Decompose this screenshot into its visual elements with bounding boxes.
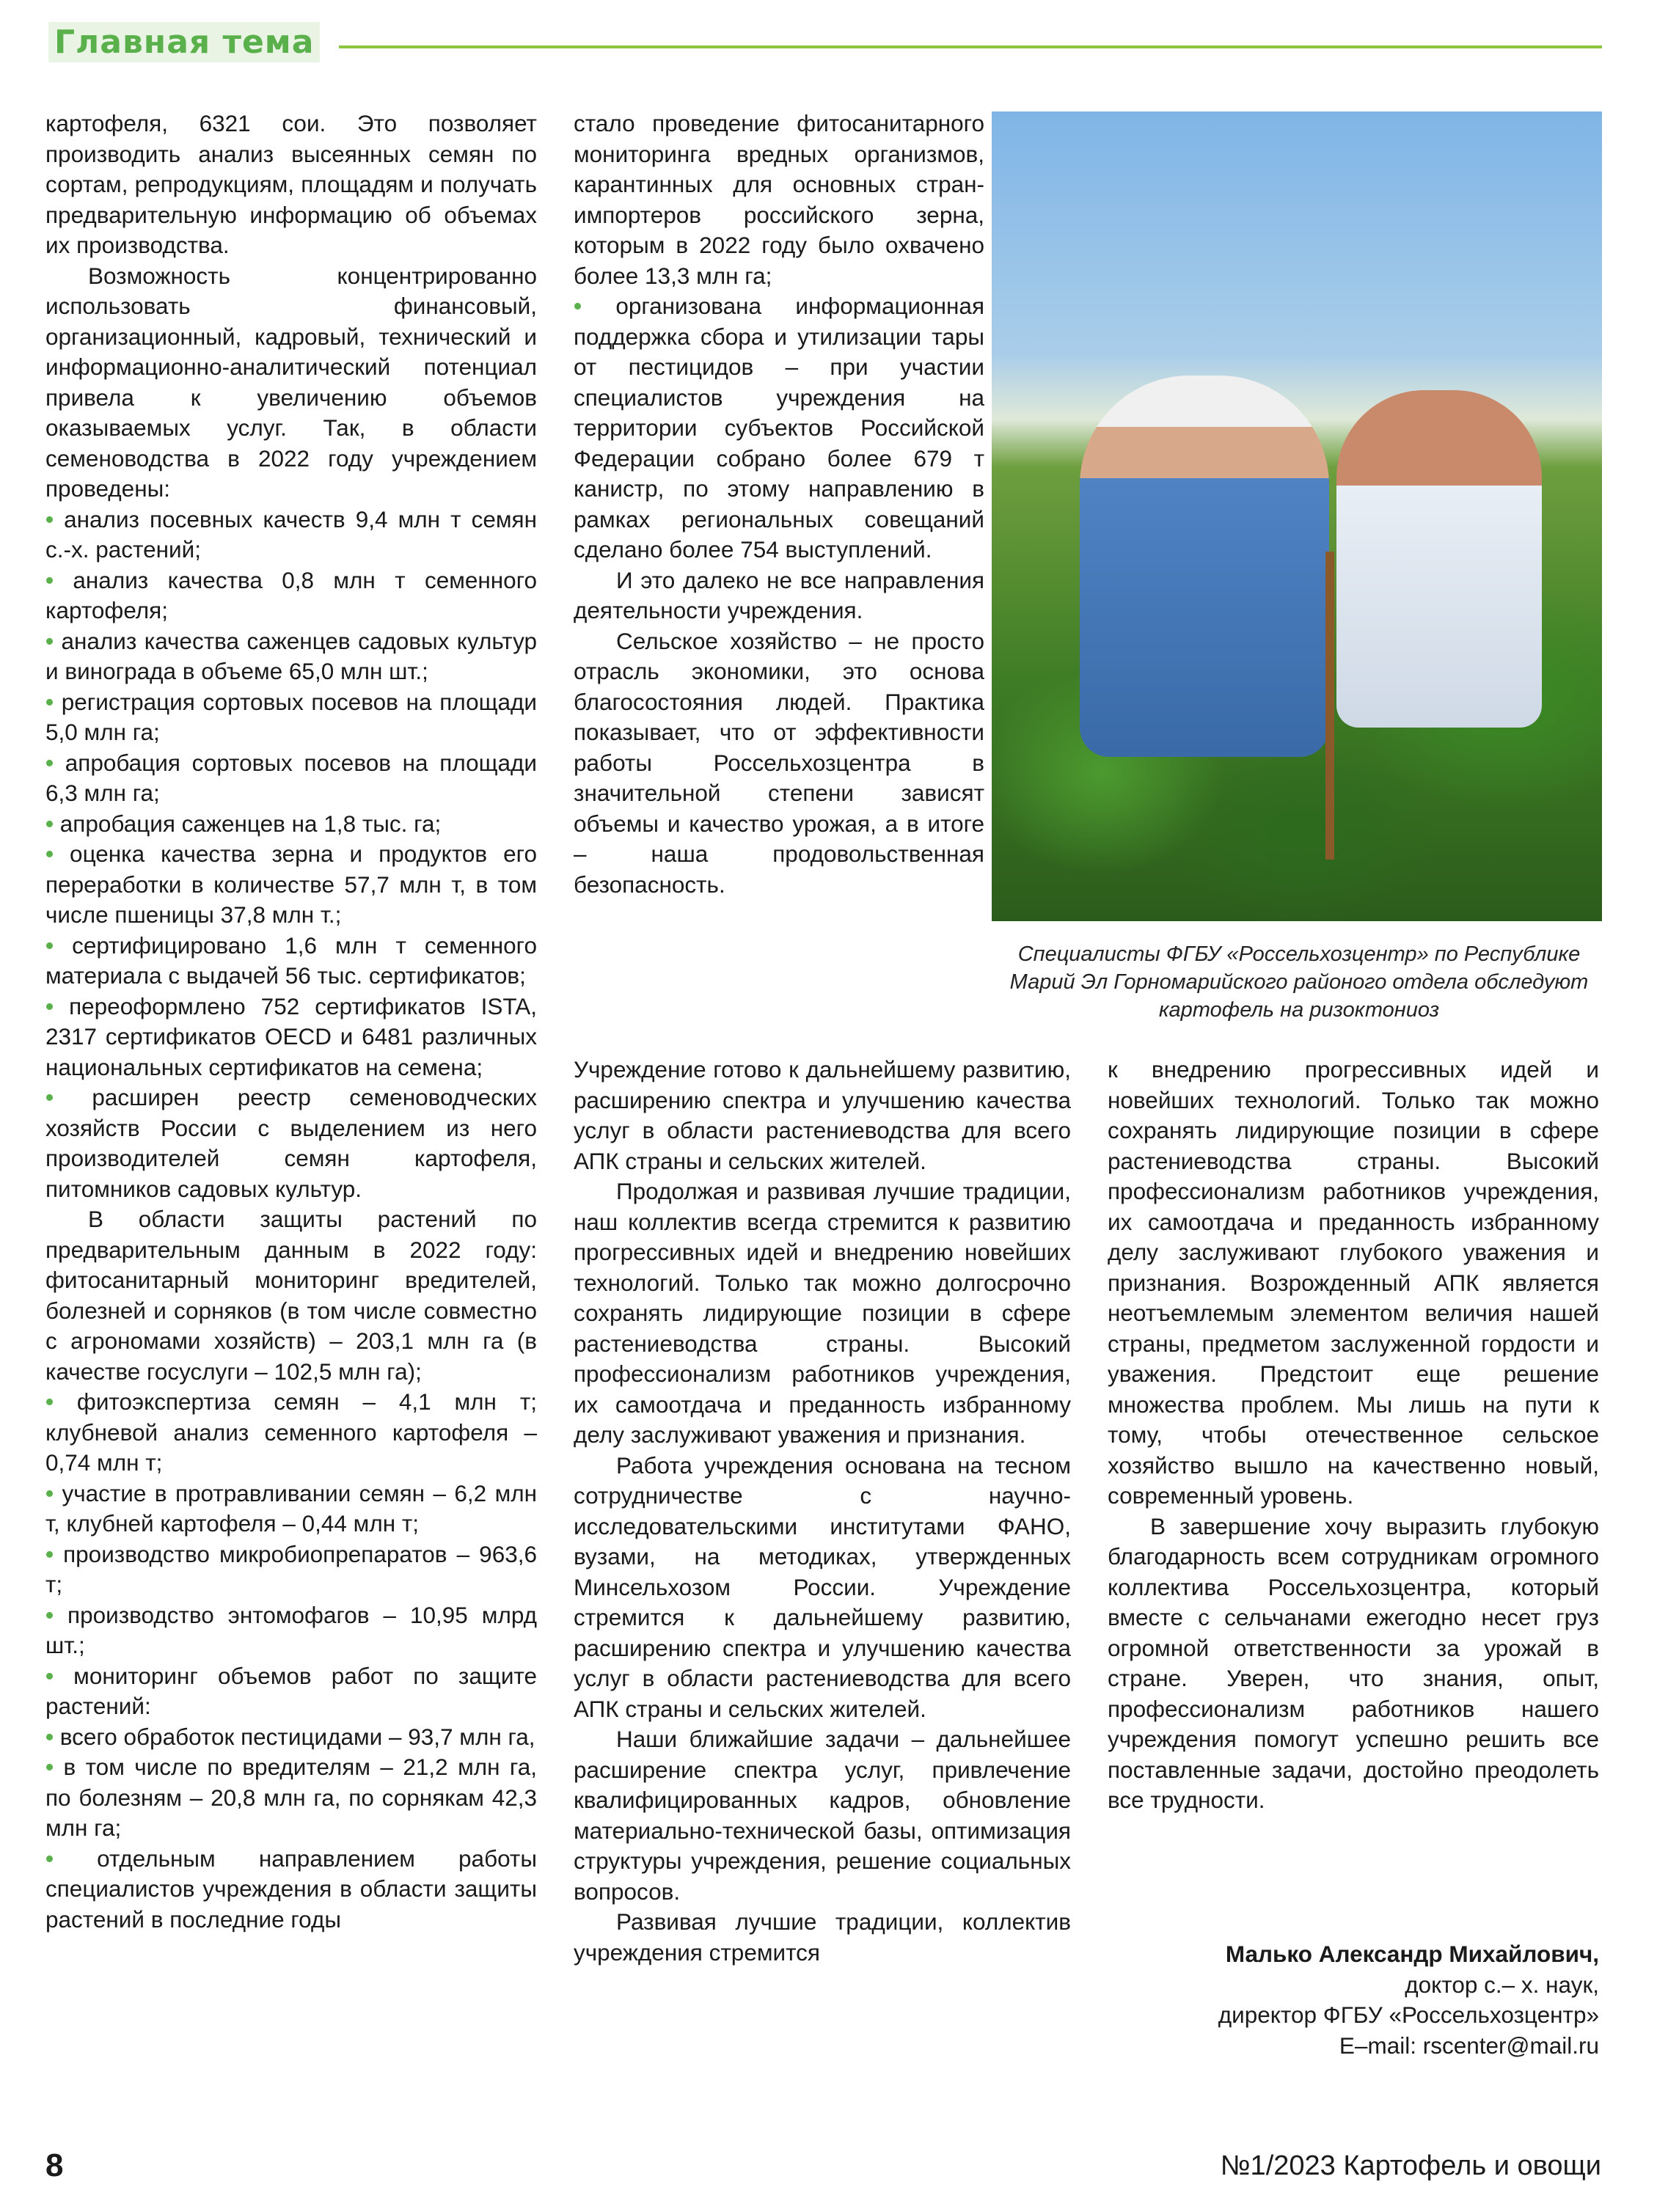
bullet-item: • производство энтомофагов – 10,95 млрд шт.; [45, 1600, 537, 1661]
paragraph: Возможность концентрированно использовать финансовый, организационный, кадровый, технический и информационно-аналитический потенциал привела к увеличению объемов оказываемых услуг. Так, в области семеноводства в 2022 году учреждением проведены: [45, 262, 537, 502]
paragraph: Развивая лучшие традиции, коллектив учреждения стремится [574, 1908, 1071, 1966]
bullet-item: • апробация саженцев на 1,8 тыс. га; [45, 809, 537, 840]
article-column-2-top [574, 109, 984, 900]
bullet-item: • сертифицировано 1,6 млн т семенного материала с выдачей 56 тыс. сертификатов; [45, 931, 537, 992]
section-title: Главная тема [48, 22, 320, 62]
bullet-item: • производство микробиопрепаратов – 963,6 т; [45, 1539, 537, 1600]
paragraph: Наши ближайшие задачи – дальнейшее расширение спектра услуг, привлечение квалифицированных кадров, обновление материально-технической базы, оптимизация структуры учреждения, решение социальных вопросов. [574, 1726, 1071, 1905]
photo-stake [1325, 552, 1334, 860]
bullet-item: • всего обработок пестицидами – 93,7 млн га, [45, 1722, 537, 1753]
paragraph: Продолжая и развивая лучшие традиции, наш коллектив всегда стремится к развитию прогрессивных идей и внедрению новейших технологий. Только так можно долгосрочно сохранять лидирующие позиции в сфере растениеводства страны. Высокий профессионализм работников учреждения, их самоотдача и преданность избранному делу заслуживают уважения и признания. [574, 1178, 1071, 1448]
bullet-item: • отдельным направлением работы специалистов учреждения в области защиты растений в последние годы [45, 1844, 537, 1936]
article-column-1 [45, 109, 537, 1935]
header-divider [339, 45, 1602, 48]
bullet-item: • организована информационная поддержка сбора и утилизации тары от пестицидов – при участии специалистов учреждения на территории субъектов Российской Федерации собрано более 679 т канистр, по этому направлению в рамках региональных совещаний сделано более 754 выступлений. [574, 291, 984, 565]
paragraph: Учреждение готово к дальнейшему развитию, расширению спектра и улучшению качества услуг в области растениеводства для всего АПК страны и сельских жителей. [574, 1056, 1071, 1174]
issue-label: №1/2023 Картофель и овощи [1220, 2150, 1601, 2181]
paragraph: Сельское хозяйство – не просто отрасль экономики, это основа благосостояния людей. Практика показывает, что от эффективности работы Россельхозцентра в значительной степени зависят объемы и качество урожая, а в итоге – наша продовольственная безопасность. [574, 627, 984, 898]
paragraph: И это далеко не все направления деятельности учреждения. [574, 566, 984, 623]
bullet-item: • оценка качества зерна и продуктов его переработки в количестве 57,7 млн т, в том числе пшеницы 37,8 млн т.; [45, 839, 537, 931]
paragraph: В завершение хочу выразить глубокую благодарность всем сотрудникам огромного коллектива Россельхозцентра, который вместе с сельчанами ежегодно несет груз огромной ответственности за урожай в стране. Уверен, что знания, опыт, профессионализм работников нашего учреждения помогут успешно решить все поставленные задачи, достойно преодолеть все трудности. [1108, 1512, 1599, 1813]
page-number: 8 [45, 2147, 64, 2183]
paragraph: Работа учреждения основана на тесном сотрудничестве с научно-исследовательскими институтами ФАНО, вузами, на методиках, утвержденных Минсельхозом России. Учреждение стремится к дальнейшему развитию, расширению спектра и улучшению качества услуг в области растениеводства для всего АПК страны и сельских жителей. [574, 1451, 1071, 1722]
article-column-3 [1108, 1055, 1599, 1816]
author-signature [1108, 1939, 1599, 2061]
bullet-item: • анализ качества саженцев садовых культур и винограда в объеме 65,0 млн шт.; [45, 626, 537, 687]
article-column-2-bottom [574, 1055, 1071, 1968]
paragraph: к внедрению прогрессивных идей и новейших технологий. Только так можно сохранять лидирующие позиции в сфере растениеводства страны. Высокий профессионализм работников учреждения, их самоотдача и преданность избранному делу заслуживают глубокого уважения и признания. Возрожденный АПК является неотъемлемым элементом величия нашей страны, предметом заслуженной гордости и уважения. Предстоит еще решение множества проблем. Мы лишь на пути к тому, чтобы отечественное сельское хозяйство вышло на качественно новый, современный уровень. [1108, 1056, 1599, 1509]
author-degree: доктор с.– х. наук, [1405, 1971, 1599, 1998]
paragraph: стало проведение фитосанитарного мониторинга вредных организмов, карантинных для основных стран-импортеров российского зерна, которым в 2022 году было охвачено более 13,3 млн га; [574, 110, 984, 289]
author-position: директор ФГБУ «Россельхозцентр» [1218, 2002, 1599, 2028]
bullet-item: • апробация сортовых посевов на площади 6,3 млн га; [45, 748, 537, 809]
bullet-item: • участие в протравливании семян – 6,2 млн т, клубней картофеля – 0,44 млн т; [45, 1479, 537, 1539]
photo-person-woman [1080, 376, 1329, 757]
bullet-item: • регистрация сортовых посевов на площади 5,0 млн га; [45, 687, 537, 748]
bullet-item: • переоформлено 752 сертификатов ISTA, 2317 сертификатов OECD и 6481 различных национальных сертификатов на семена; [45, 992, 537, 1083]
photo-caption: Специалисты ФГБУ «Россельхозцентр» по Республике Марий Эл Горномарийского районого отдела обследуют картофель на ризоктониоз [1009, 942, 1589, 1022]
bullet-item: • фитоэкспертиза семян – 4,1 млн т; клубневой анализ семенного картофеля – 0,74 млн т; [45, 1387, 537, 1479]
photo-potato-field-inspection [992, 111, 1602, 921]
bullet-item: • анализ качества 0,8 млн т семенного картофеля; [45, 565, 537, 626]
bullet-item: • расширен реестр семеноводческих хозяйств России с выделением из него производителей семян картофеля, питомников садовых культур. [45, 1083, 537, 1204]
author-email[interactable]: E–mail: rscenter@mail.ru [1339, 2032, 1599, 2059]
paragraph: В области защиты растений по предварительным данным в 2022 году: фитосанитарный мониторинг вредителей, болезней и сорняков (в том числе совместно с агрономами хозяйств) – 203,1 млн га (в качестве госуслуги – 102,5 млн га); [45, 1206, 537, 1385]
bullet-item: • анализ посевных качеств 9,4 млн т семян с.-х. растений; [45, 505, 537, 565]
paragraph: картофеля, 6321 сои. Это позволяет производить анализ высеянных семян по сортам, репродукциям, площадям и получать предварительную информацию об объемах их производства. [45, 110, 537, 258]
photo-person-man [1336, 390, 1542, 728]
bullet-item: • в том числе по вредителям – 21,2 млн га, по болезням – 20,8 млн га, по сорнякам 42,3 млн га; [45, 1752, 537, 1844]
author-name: Малько Александр Михайлович, [1225, 1941, 1599, 1967]
bullet-item: • мониторинг объемов работ по защите растений: [45, 1661, 537, 1722]
